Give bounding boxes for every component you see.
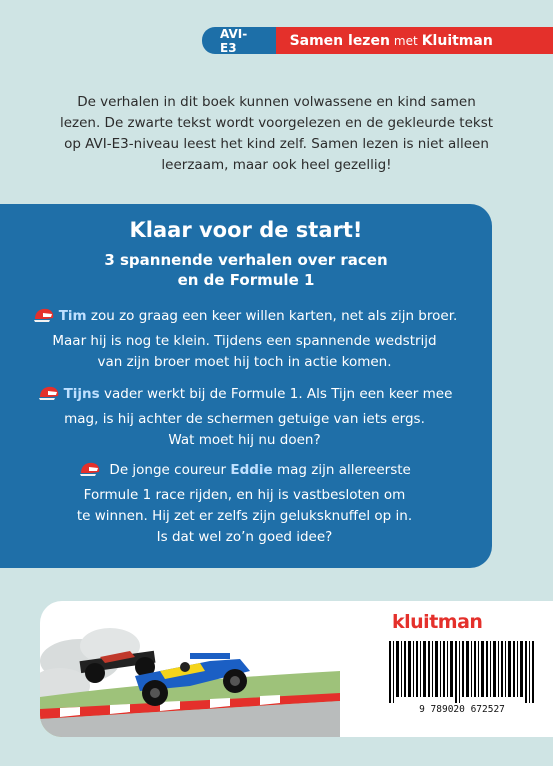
isbn-number: 9 789020 672527 xyxy=(419,704,505,715)
story-text: zou zo graag een keer willen karten, net als zijn broer. xyxy=(86,308,458,324)
character-name: Tim xyxy=(58,308,87,324)
intro-line: leerzaam, maar ook heel gezellig! xyxy=(161,157,392,173)
story-line: Formule 1 race rijden, en hij is vastbesloten om xyxy=(83,487,406,503)
story-line: Maar hij is nog te klein. Tijdens een spannende wedstrijd xyxy=(52,333,437,349)
racing-helmet-icon xyxy=(37,384,61,409)
story-text: De jonge coureur xyxy=(105,462,231,478)
series-brand: Kluitman xyxy=(421,32,493,49)
subtitle-line: 3 spannende verhalen over racen xyxy=(104,251,388,269)
story-tim xyxy=(22,306,467,373)
intro-line: lezen. De zwarte tekst wordt voorgelezen en de gekleurde tekst xyxy=(59,115,494,131)
character-name: Tijns xyxy=(63,386,100,402)
back-cover-footer xyxy=(40,601,553,737)
series-label xyxy=(276,27,553,54)
racing-helmet-icon xyxy=(32,306,56,331)
book-title: Klaar voor de start! xyxy=(129,218,363,242)
series-name: Samen lezen xyxy=(289,32,390,49)
story-text: vader werkt bij de Formule 1. Als Tijn een keer mee xyxy=(99,386,453,402)
story-line xyxy=(22,460,467,485)
barcode xyxy=(387,641,537,703)
race-cars-illustration xyxy=(40,601,340,737)
story-line: Wat moet hij nu doen? xyxy=(168,432,321,448)
story-eddie xyxy=(22,460,467,548)
intro-line: De verhalen in dit boek kunnen volwassene en kind samen xyxy=(77,94,476,110)
intro-text xyxy=(40,92,513,176)
subtitle-line: en de Formule 1 xyxy=(177,271,315,289)
book-subtitle xyxy=(0,250,492,290)
blurb-panel xyxy=(0,204,492,568)
series-connector: met xyxy=(393,33,418,48)
story-line: Is dat wel zo’n goed idee? xyxy=(156,529,333,545)
avi-level-badge: AVI-E3 xyxy=(202,27,276,54)
story-tijn xyxy=(22,384,467,451)
story-line: van zijn broer moet hij toch in actie komen. xyxy=(97,354,392,370)
series-badge xyxy=(202,27,553,54)
story-text: mag zijn allereerste xyxy=(272,462,411,478)
intro-line: op AVI-E3-niveau leest het kind zelf. Samen lezen is niet alleen xyxy=(64,136,489,152)
racing-helmet-icon xyxy=(78,460,102,485)
publisher-logo: kluitman xyxy=(392,611,483,633)
story-line xyxy=(22,384,467,409)
story-line: mag, is hij achter de schermen getuige van iets ergs. xyxy=(64,411,425,427)
character-name: Eddie xyxy=(230,462,273,478)
story-line: te winnen. Hij zet er zelfs zijn geluksknuffel op in. xyxy=(76,508,413,524)
story-line xyxy=(22,306,467,331)
